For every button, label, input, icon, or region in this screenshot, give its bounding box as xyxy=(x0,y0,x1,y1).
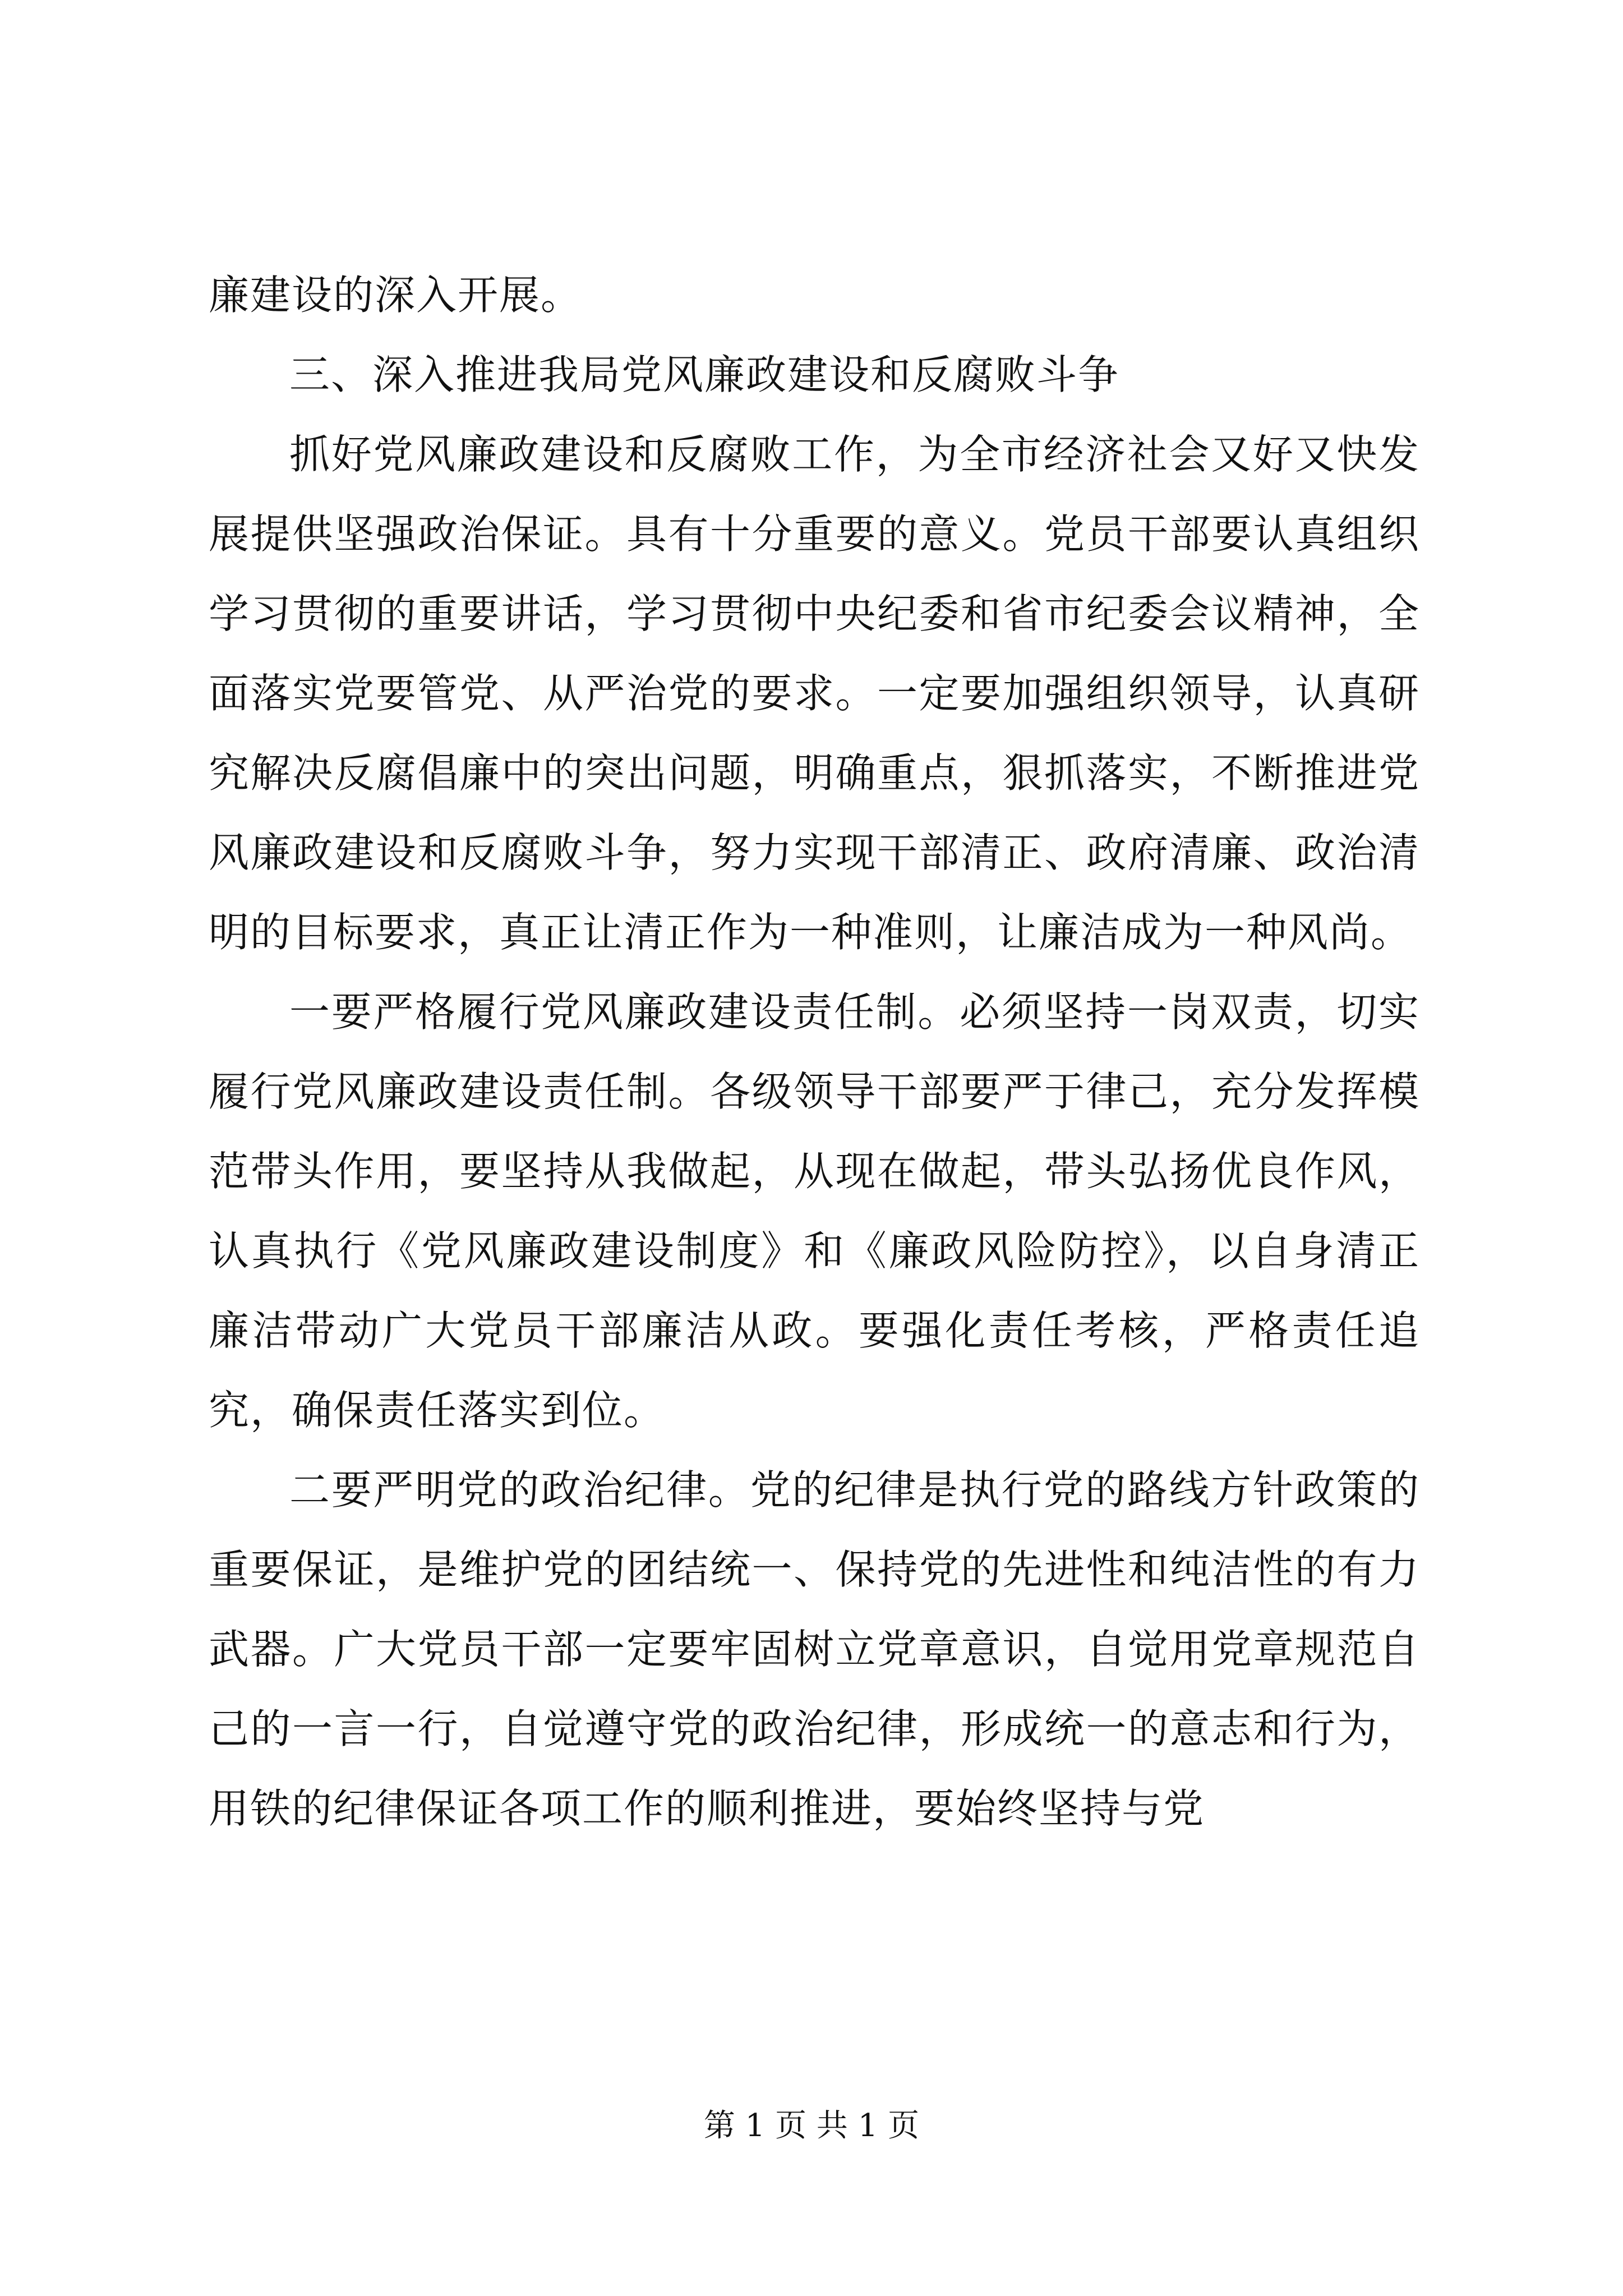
paragraph-continuation: 廉建设的深入开展。 xyxy=(209,272,583,319)
paragraph: 抓好党风廉政建设和反腐败工作，为全市经济社会又好又快发展提供坚强政治保证。具有十分重要的意义。党员干部要认真组织学习贯彻的重要讲话，学习贯彻中央纪委和省市纪委会议精神，全面落实党要管党、从严治党的要求。一定要加强组织领导，认真研究解决反腐倡廉中的突出问题，明确重点，狠抓落实，不断推进党风廉政建设和反腐败斗争，努力实现干部清正、政府清廉、政治清明的目标要求，真正让清正作为一种准则，让廉洁成为一种风尚。 xyxy=(209,431,1420,956)
page-footer: 第 1 页 共 1 页 xyxy=(703,2108,920,2144)
document-body xyxy=(209,255,1420,1848)
paragraph: 一要严格履行党风廉政建设责任制。必须坚持一岗双责，切实履行党风廉政建设责任制。各级领导干部要严于律己，充分发挥模范带头作用，要坚持从我做起，从现在做起，带头弘扬优良作风，认真执行《党风廉政建设制度》和《廉政风险防控》，以自身清正廉洁带动广大党员干部廉洁从政。要强化责任考核，严格责任追究，确保责任落实到位。 xyxy=(209,988,1420,1434)
section-heading: 三、深入推进我局党风廉政建设和反腐败斗争 xyxy=(289,351,1120,398)
paragraph: 二要严明党的政治纪律。党的纪律是执行党的路线方针政策的重要保证，是维护党的团结统一、保持党的先进性和纯洁性的有力武器。广大党员干部一定要牢固树立党章意识，自觉用党章规范自己的一言一行，自觉遵守党的政治纪律，形成统一的意志和行为，用铁的纪律保证各项工作的顺利推进，要始终坚持与党 xyxy=(209,1466,1420,1832)
